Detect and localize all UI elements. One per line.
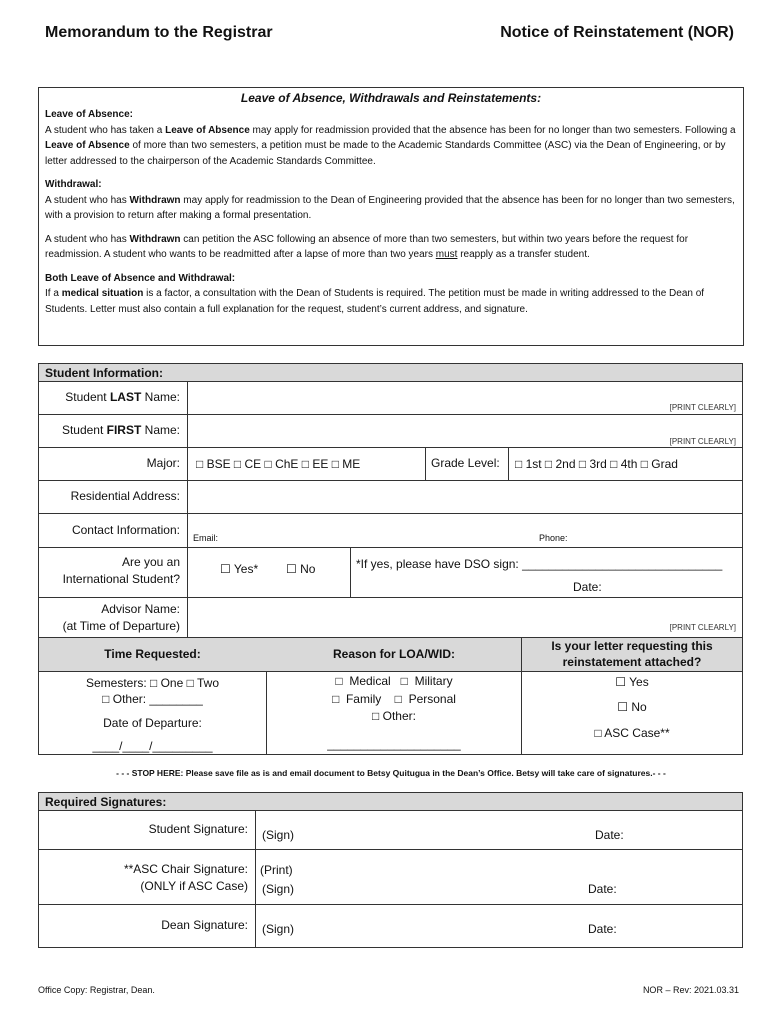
major-checkboxes[interactable]: □ BSE □ CE □ ChE □ EE □ ME — [196, 457, 361, 471]
email-input[interactable] — [240, 515, 520, 545]
advisor-label: Advisor Name: (at Time of Departure) — [62, 602, 180, 633]
dso-sign-line[interactable]: *If yes, please have DSO sign: ______________________________ — [356, 557, 723, 571]
form-title: Notice of Reinstatement (NOR) — [500, 24, 734, 41]
policy-box — [38, 87, 744, 346]
student-date-field[interactable]: Date: — [595, 828, 624, 842]
asc-sign-field[interactable]: (Sign) — [262, 882, 295, 896]
policy-title: Leave of Absence, Withdrawals and Reinstatements: — [240, 91, 542, 105]
print-clearly-note: [PRINT CLEARLY] — [669, 403, 736, 412]
both-heading: Both Leave of Absence and Withdrawal: — [45, 272, 236, 284]
time-requested-header: Time Requested: — [104, 647, 201, 661]
asc-date-field[interactable]: Date: — [588, 882, 617, 896]
reason-other-blank[interactable]: ____________________ — [327, 737, 461, 751]
loa-paragraph: A student who has taken a Leave of Absence may apply for readmission provided that the absence has been for no longer than two semesters. Following a Leave of Absence of more than two semesters, a petition must be made to the Academic Standards Committee (ASC) via the Dean of Engineering, or by letter addressed to the chairperson of the Academic Standards Committee. — [45, 124, 736, 167]
phone-label: Phone: — [539, 533, 568, 543]
letter-attached-header: Is your letter requesting this reinstatement attached? — [551, 639, 713, 669]
last-name-label: Student LAST Name: — [65, 390, 180, 404]
print-clearly-note: [PRINT CLEARLY] — [669, 437, 736, 446]
reason-header: Reason for LOA/WID: — [333, 647, 455, 661]
reason-medical-military[interactable]: □ Medical □ Military — [335, 674, 453, 688]
signatures-header: Required Signatures: — [38, 792, 743, 811]
reason-other[interactable]: □ Other: — [372, 709, 416, 723]
stop-here-note: - - - STOP HERE: Please save file as is and email document to Betsy Quitugua in the Dean’s Office. Betsy will take care of signatures.- - - — [116, 768, 666, 778]
address-label: Residential Address: — [70, 489, 180, 503]
address-input[interactable] — [189, 481, 742, 513]
withdrawal-paragraph-2: A student who has Withdrawn can petition the ASC following an absence of more than two semesters, but within two years before the request for readmission. A student who wants to be readmitted after a lapse of more than two years must reapply as a transfer student. — [45, 233, 689, 260]
student-sign-field[interactable]: (Sign) — [262, 828, 295, 842]
email-label: Email: — [193, 533, 219, 543]
grade-level-checkboxes[interactable]: □ 1st □ 2nd □ 3rd □ 4th □ Grad — [515, 457, 678, 471]
both-paragraph: If a medical situation is a factor, a consultation with the Dean of Students is required. The petition must be made in writing addressed to the Dean of Students. Letter must also contain a full explanation for the request, student’s current address, and signature. — [45, 288, 705, 315]
asc-case-checkbox[interactable]: □ ASC Case** — [594, 726, 670, 740]
student-signature-label: Student Signature: — [148, 822, 248, 836]
asc-print-field[interactable]: (Print) — [260, 863, 293, 877]
departure-label: Date of Departure: — [103, 716, 202, 730]
first-name-input[interactable] — [189, 415, 742, 447]
first-name-label: Student FIRST Name: — [61, 423, 180, 437]
last-name-input[interactable] — [189, 382, 742, 414]
reason-family-personal[interactable]: □ Family □ Personal — [332, 692, 456, 706]
international-yes-checkbox[interactable]: ☐ Yes* — [220, 562, 259, 576]
footer-office-copy: Office Copy: Registrar, Dean. — [38, 985, 155, 995]
withdrawal-paragraph-1: A student who has Withdrawn may apply for readmission to the Dean of Engineering provided that the absence has been for no longer than two semesters, with a provision to return after making a formal presentation. — [45, 194, 735, 221]
memo-title: Memorandum to the Registrar — [45, 24, 273, 41]
semesters-checkboxes[interactable]: Semesters: □ One □ Two — [86, 676, 219, 690]
withdrawal-heading: Withdrawal: — [45, 179, 102, 190]
footer-revision: NOR – Rev: 2021.03.31 — [642, 985, 739, 995]
advisor-input[interactable] — [189, 598, 742, 636]
print-clearly-note: [PRINT CLEARLY] — [669, 623, 736, 632]
international-label: Are you an International Student? — [62, 555, 180, 586]
departure-date-blank[interactable]: ____/____/_________ — [92, 739, 213, 753]
loa-heading: Leave of Absence: — [45, 109, 133, 120]
grade-level-label: Grade Level: — [431, 456, 500, 470]
student-info-header: Student Information: — [38, 363, 743, 382]
letter-yes-checkbox[interactable]: ☐ Yes — [615, 675, 649, 689]
major-label: Major: — [146, 456, 180, 470]
letter-no-checkbox[interactable]: ☐ No — [617, 700, 647, 714]
dean-signature-label: Dean Signature: — [161, 918, 248, 932]
dean-sign-field[interactable]: (Sign) — [262, 922, 295, 936]
other-semesters[interactable]: □ Other: ________ — [102, 692, 203, 706]
dso-date-label: Date: — [573, 580, 602, 594]
asc-chair-label: **ASC Chair Signature: (ONLY if ASC Case) — [123, 862, 248, 893]
international-no-checkbox[interactable]: ☐ No — [286, 562, 316, 576]
dean-date-field[interactable]: Date: — [588, 922, 617, 936]
phone-input[interactable] — [575, 515, 740, 545]
contact-label: Contact Information: — [71, 523, 180, 537]
